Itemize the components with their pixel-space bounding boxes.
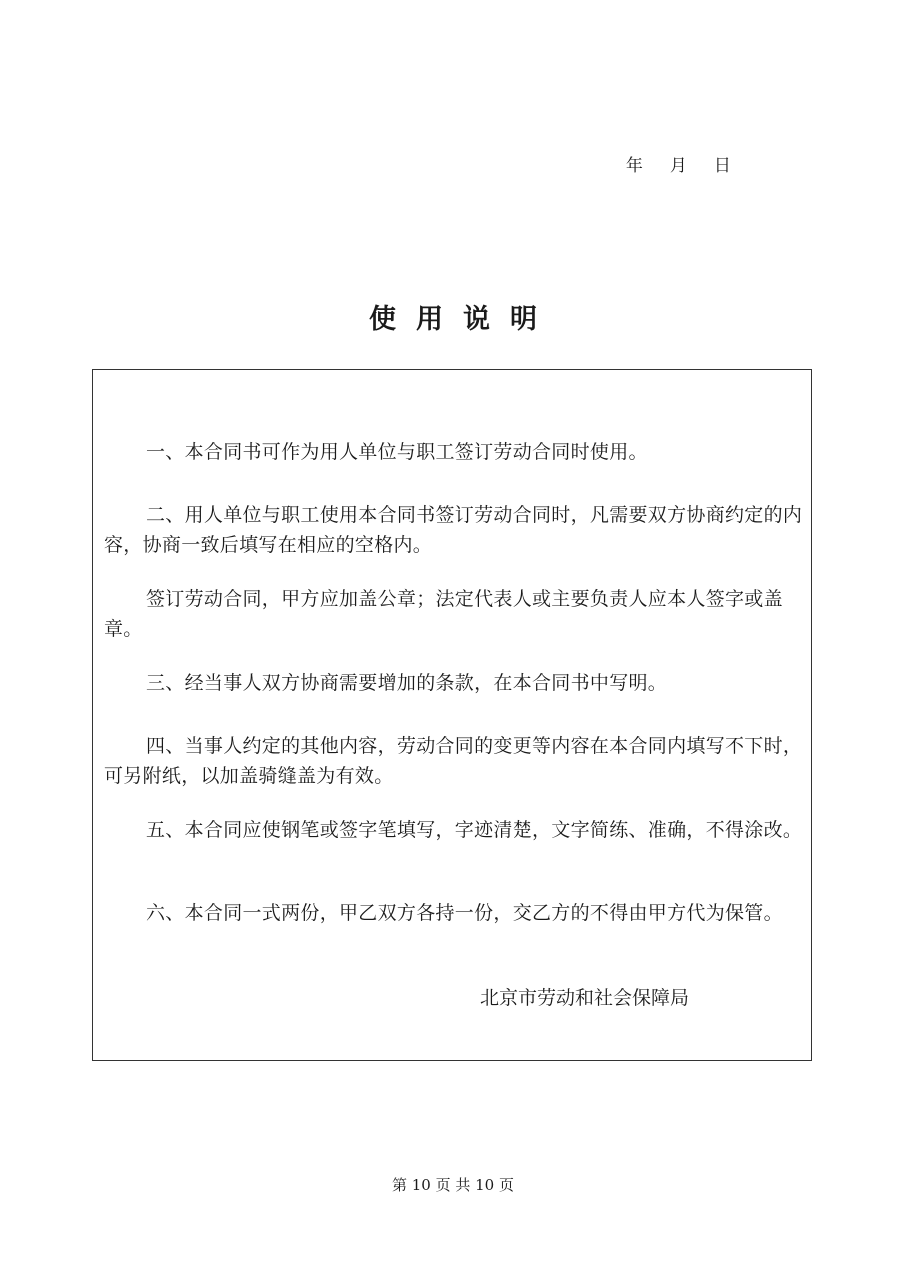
instruction-paragraph-2-seal: 签订劳动合同，甲方应加盖公章；法定代表人或主要负责人应本人签字或盖章。 [104, 588, 783, 640]
date-day-label: 日 [713, 156, 731, 176]
instruction-paragraph-1: 一、本合同书可作为用人单位与职工签订劳动合同时使用。 [146, 441, 648, 463]
date-line [615, 131, 731, 176]
instruction-paragraph-4: 四、当事人约定的其他内容，劳动合同的变更等内容在本合同内填写不下时，可另附纸，以加盖骑缝盖为有效。 [104, 735, 803, 787]
instruction-paragraph-2: 二、用人单位与职工使用本合同书签订劳动合同时，凡需要双方协商约定的内容，协商一致后填写在相应的空格内。 [104, 504, 803, 556]
instruction-paragraph-3: 三、经当事人双方协商需要增加的条款，在本合同书中写明。 [146, 672, 668, 694]
date-year-label: 年 [625, 156, 643, 176]
instruction-paragraph-5: 五、本合同应使钢笔或签字笔填写，字迹清楚，文字简练、准确，不得涂改。 [146, 819, 803, 841]
instructions-box [92, 369, 812, 1061]
instruction-paragraph-6: 六、本合同一式两份，甲乙双方各持一份，交乙方的不得由甲方代为保管。 [146, 902, 783, 924]
page-title: 使用说明 [369, 304, 557, 335]
date-month-label: 月 [669, 156, 687, 176]
page-footer: 第 10 页 共 10 页 [391, 1176, 514, 1194]
issuer-name: 北京市劳动和社会保障局 [480, 987, 690, 1009]
